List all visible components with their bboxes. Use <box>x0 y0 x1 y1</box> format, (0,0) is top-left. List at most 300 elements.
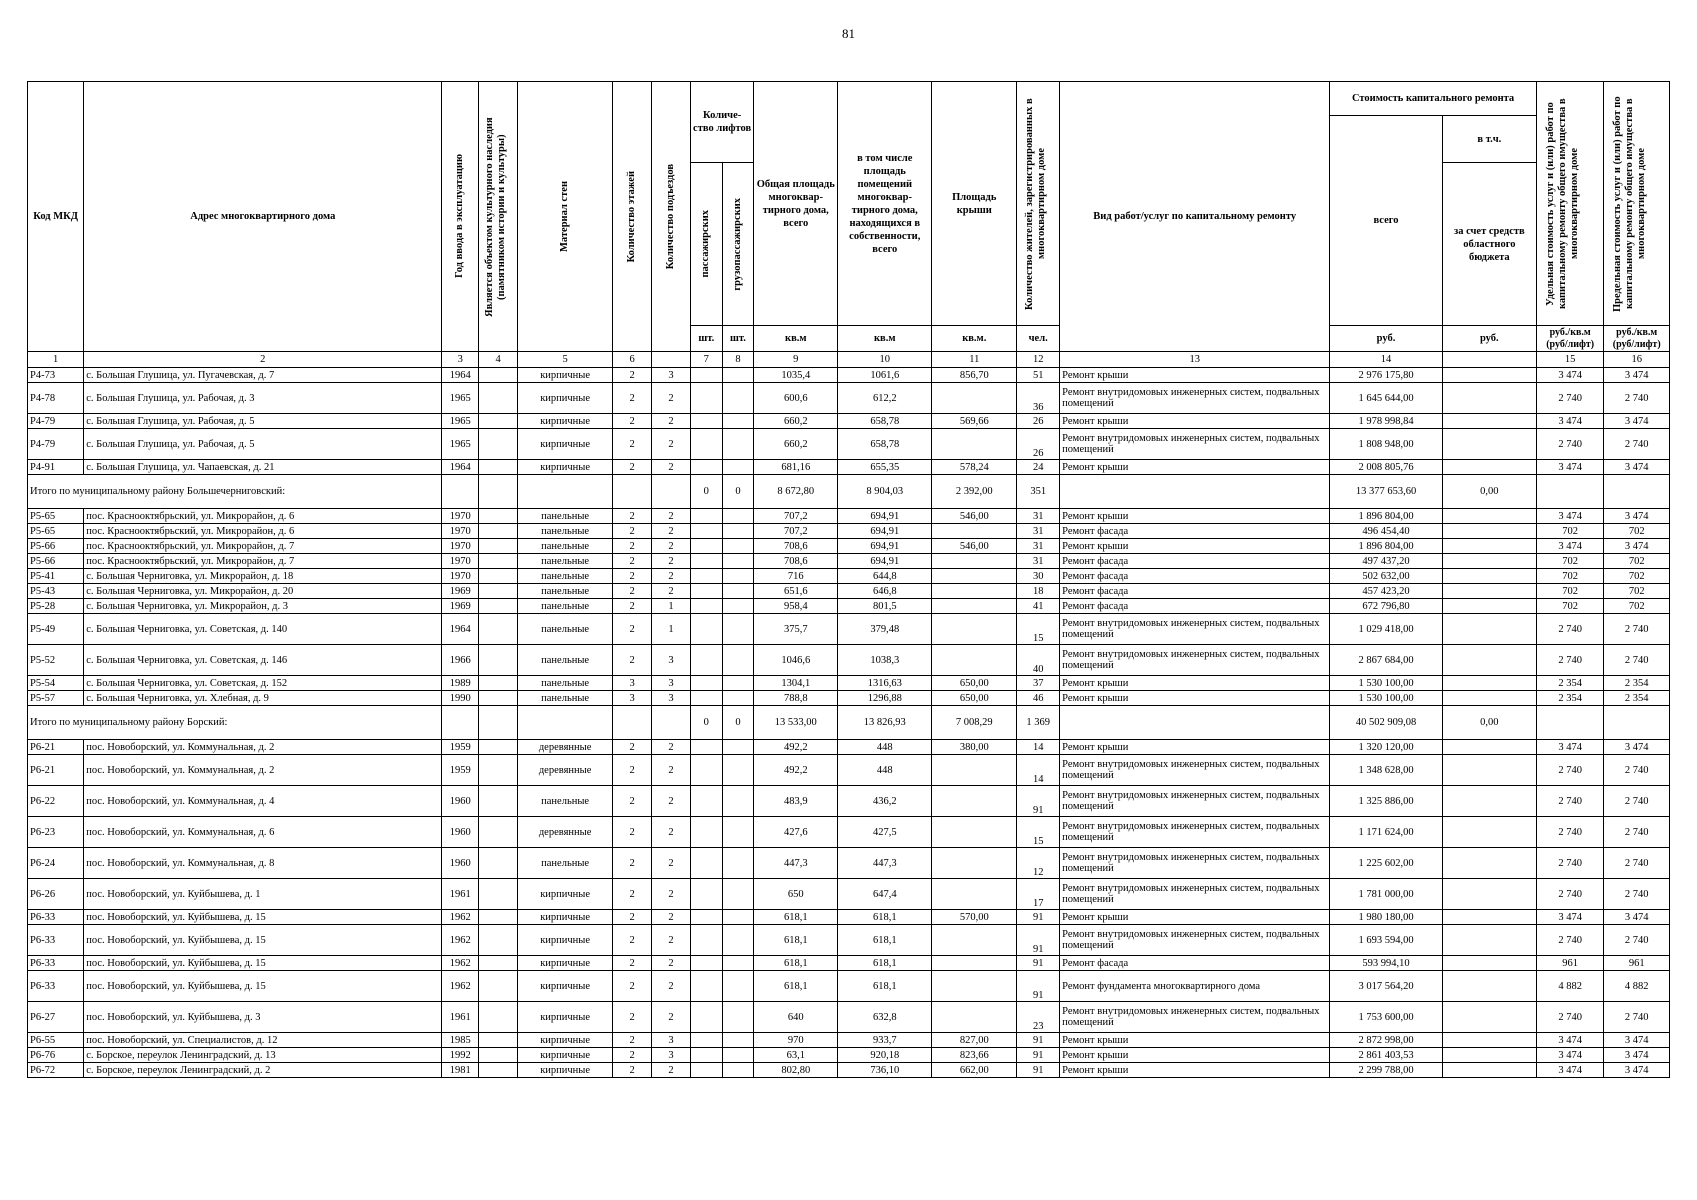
residents-cell: 91 <box>1017 910 1060 925</box>
lifts-pass-cell <box>690 786 722 817</box>
table-row <box>28 368 1670 383</box>
lifts-cargo-cell <box>722 786 754 817</box>
area-cell: 651,6 <box>754 584 838 599</box>
column-number: 5 <box>518 352 613 368</box>
area-cell: 492,2 <box>754 755 838 786</box>
empty-cell <box>1060 706 1330 740</box>
kod-cell: Р6-33 <box>28 971 84 1002</box>
max-cost-cell: 2 354 <box>1604 691 1670 706</box>
area-cell: 618,1 <box>754 956 838 971</box>
lifts-pass-cell <box>690 1048 722 1063</box>
residents-cell: 17 <box>1017 879 1060 910</box>
cost-cell: 593 994,10 <box>1330 956 1443 971</box>
lifts-pass-cell <box>690 1002 722 1033</box>
area-cell: 650 <box>754 879 838 910</box>
lifts-cargo-cell <box>722 1063 754 1078</box>
header-roof: Площадь крыши <box>932 82 1017 326</box>
work-cell: Ремонт внутридомовых инженерных систем, подвальных помещений <box>1060 925 1330 956</box>
roof-cell <box>932 1002 1017 1033</box>
empty-cell <box>1604 475 1670 509</box>
heritage-cell <box>479 879 518 910</box>
address-cell: с. Большая Черниговка, ул. Микрорайон, д. 18 <box>84 569 442 584</box>
lifts-cargo-cell <box>722 539 754 554</box>
lifts-pass-cell <box>690 539 722 554</box>
heritage-cell <box>479 956 518 971</box>
total-residents: 1 369 <box>1017 706 1060 740</box>
table-row <box>28 879 1670 910</box>
walls-cell: панельные <box>518 554 613 569</box>
table-row <box>28 569 1670 584</box>
cost-cell: 502 632,00 <box>1330 569 1443 584</box>
unit-cost-cell: 2 740 <box>1536 786 1604 817</box>
work-cell: Ремонт крыши <box>1060 414 1330 429</box>
header-area-total: Общая площадь многоквар-тирного дома, всего <box>754 82 838 326</box>
year-cell: 1964 <box>442 368 479 383</box>
address-cell: с. Большая Глушица, ул. Рабочая, д. 5 <box>84 429 442 460</box>
lifts-pass-cell <box>690 910 722 925</box>
entrances-cell: 2 <box>652 1063 691 1078</box>
year-cell: 1964 <box>442 460 479 475</box>
column-number <box>652 352 691 368</box>
table-row <box>28 817 1670 848</box>
year-cell: 1964 <box>442 614 479 645</box>
owned-area-cell: 436,2 <box>838 786 932 817</box>
column-number: 7 <box>690 352 722 368</box>
empty-cell <box>1604 706 1670 740</box>
entrances-cell: 1 <box>652 599 691 614</box>
unit-rub-kvm: руб./кв.м (руб/лифт) <box>1604 326 1670 352</box>
lifts-cargo-cell <box>722 925 754 956</box>
column-number: 10 <box>838 352 932 368</box>
kod-cell: Р4-73 <box>28 368 84 383</box>
unit-cost-cell: 3 474 <box>1536 1048 1604 1063</box>
year-cell: 1992 <box>442 1048 479 1063</box>
address-cell: с. Большая Глушица, ул. Пугачевская, д. 7 <box>84 368 442 383</box>
address-cell: с. Большая Глушица, ул. Рабочая, д. 5 <box>84 414 442 429</box>
column-number: 16 <box>1604 352 1670 368</box>
area-cell: 618,1 <box>754 925 838 956</box>
header-address: Адрес многоквартирного дома <box>84 82 442 352</box>
year-cell: 1981 <box>442 1063 479 1078</box>
roof-cell <box>932 786 1017 817</box>
roof-cell <box>932 554 1017 569</box>
unit-cost-cell: 3 474 <box>1536 509 1604 524</box>
regional-cell <box>1442 848 1536 879</box>
floors-cell: 3 <box>613 691 652 706</box>
floors-cell: 2 <box>613 539 652 554</box>
heritage-cell <box>479 817 518 848</box>
roof-cell <box>932 971 1017 1002</box>
floors-cell: 2 <box>613 971 652 1002</box>
total-lifts-pass: 0 <box>690 475 722 509</box>
roof-cell <box>932 429 1017 460</box>
column-number: 13 <box>1060 352 1330 368</box>
work-cell: Ремонт крыши <box>1060 676 1330 691</box>
walls-cell: кирпичные <box>518 1048 613 1063</box>
table-row <box>28 1048 1670 1063</box>
year-cell: 1985 <box>442 1033 479 1048</box>
cost-cell: 1 325 886,00 <box>1330 786 1443 817</box>
heritage-cell <box>479 509 518 524</box>
cost-cell: 1 753 600,00 <box>1330 1002 1443 1033</box>
owned-area-cell: 647,4 <box>838 879 932 910</box>
walls-cell: кирпичные <box>518 1002 613 1033</box>
heritage-cell <box>479 755 518 786</box>
header-floors: Количество этажей <box>613 82 652 352</box>
kod-cell: Р5-65 <box>28 509 84 524</box>
lifts-pass-cell <box>690 971 722 1002</box>
residents-cell: 23 <box>1017 1002 1060 1033</box>
max-cost-cell: 2 740 <box>1604 614 1670 645</box>
entrances-cell: 2 <box>652 554 691 569</box>
lifts-pass-cell <box>690 817 722 848</box>
cost-cell: 1 645 644,00 <box>1330 383 1443 414</box>
area-cell: 447,3 <box>754 848 838 879</box>
owned-area-cell: 1061,6 <box>838 368 932 383</box>
work-cell: Ремонт фасада <box>1060 569 1330 584</box>
work-cell: Ремонт крыши <box>1060 1033 1330 1048</box>
max-cost-cell: 3 474 <box>1604 910 1670 925</box>
heritage-cell <box>479 1063 518 1078</box>
walls-cell: кирпичные <box>518 971 613 1002</box>
max-cost-cell: 2 740 <box>1604 645 1670 676</box>
regional-cell <box>1442 509 1536 524</box>
residents-cell: 18 <box>1017 584 1060 599</box>
address-cell: пос. Новоборский, ул. Куйбышева, д. 15 <box>84 910 442 925</box>
heritage-cell <box>479 740 518 755</box>
address-cell: с. Большая Черниговка, ул. Микрорайон, д. 20 <box>84 584 442 599</box>
walls-cell: панельные <box>518 599 613 614</box>
owned-area-cell: 920,18 <box>838 1048 932 1063</box>
walls-cell: панельные <box>518 524 613 539</box>
walls-cell: панельные <box>518 676 613 691</box>
lifts-cargo-cell <box>722 645 754 676</box>
area-cell: 716 <box>754 569 838 584</box>
residents-cell: 14 <box>1017 755 1060 786</box>
year-cell: 1970 <box>442 509 479 524</box>
residents-cell: 46 <box>1017 691 1060 706</box>
cost-cell: 2 861 403,53 <box>1330 1048 1443 1063</box>
lifts-pass-cell <box>690 509 722 524</box>
walls-cell: кирпичные <box>518 1063 613 1078</box>
work-cell: Ремонт крыши <box>1060 691 1330 706</box>
kod-cell: Р6-76 <box>28 1048 84 1063</box>
work-cell: Ремонт фасада <box>1060 956 1330 971</box>
heritage-cell <box>479 645 518 676</box>
kod-cell: Р5-65 <box>28 524 84 539</box>
owned-area-cell: 379,48 <box>838 614 932 645</box>
regional-cell <box>1442 879 1536 910</box>
kod-cell: Р6-24 <box>28 848 84 879</box>
kod-cell: Р5-57 <box>28 691 84 706</box>
year-cell: 1965 <box>442 383 479 414</box>
year-cell: 1970 <box>442 569 479 584</box>
unit-cost-cell: 4 882 <box>1536 971 1604 1002</box>
address-cell: с. Большая Черниговка, ул. Микрорайон, д. 3 <box>84 599 442 614</box>
unit-rub: руб. <box>1442 326 1536 352</box>
heritage-cell <box>479 584 518 599</box>
unit-cost-cell: 3 474 <box>1536 414 1604 429</box>
walls-cell: кирпичные <box>518 383 613 414</box>
lifts-pass-cell <box>690 925 722 956</box>
walls-cell: кирпичные <box>518 414 613 429</box>
max-cost-cell: 702 <box>1604 554 1670 569</box>
unit-cost-cell: 3 474 <box>1536 460 1604 475</box>
year-cell: 1970 <box>442 524 479 539</box>
total-title: Итого по муниципальному району Большечерниговский: <box>28 475 442 509</box>
heritage-cell <box>479 599 518 614</box>
residents-cell: 51 <box>1017 368 1060 383</box>
lifts-cargo-cell <box>722 879 754 910</box>
cost-cell: 1 530 100,00 <box>1330 676 1443 691</box>
year-cell: 1962 <box>442 910 479 925</box>
max-cost-cell: 3 474 <box>1604 509 1670 524</box>
owned-area-cell: 646,8 <box>838 584 932 599</box>
header-cost-total: всего <box>1330 116 1443 326</box>
lifts-pass-cell <box>690 460 722 475</box>
max-cost-cell: 3 474 <box>1604 414 1670 429</box>
unit-cost-cell: 2 740 <box>1536 848 1604 879</box>
table-row <box>28 1063 1670 1078</box>
heritage-cell <box>479 368 518 383</box>
cost-cell: 1 320 120,00 <box>1330 740 1443 755</box>
roof-cell <box>932 383 1017 414</box>
heritage-cell <box>479 691 518 706</box>
max-cost-cell: 702 <box>1604 569 1670 584</box>
district-total-row <box>28 706 1670 740</box>
address-cell: пос. Краснооктябрьский, ул. Микрорайон, д. 6 <box>84 509 442 524</box>
max-cost-cell: 2 740 <box>1604 755 1670 786</box>
table-row <box>28 584 1670 599</box>
floors-cell: 2 <box>613 368 652 383</box>
walls-cell: кирпичные <box>518 460 613 475</box>
residents-cell: 12 <box>1017 848 1060 879</box>
regional-cell <box>1442 925 1536 956</box>
header-year: Год ввода в эксплуатацию <box>442 82 479 352</box>
max-cost-cell: 2 354 <box>1604 676 1670 691</box>
max-cost-cell: 2 740 <box>1604 383 1670 414</box>
area-cell: 375,7 <box>754 614 838 645</box>
table-row <box>28 429 1670 460</box>
table-row <box>28 645 1670 676</box>
heritage-cell <box>479 925 518 956</box>
year-cell: 1961 <box>442 1002 479 1033</box>
header-cost: Стоимость капитального ремонта <box>1330 82 1537 116</box>
empty-cell <box>613 706 652 740</box>
empty-cell <box>613 475 652 509</box>
address-cell: с. Большая Черниговка, ул. Советская, д. 146 <box>84 645 442 676</box>
year-cell: 1970 <box>442 554 479 569</box>
table-row <box>28 925 1670 956</box>
roof-cell: 650,00 <box>932 676 1017 691</box>
address-cell: пос. Новоборский, ул. Коммунальная, д. 4 <box>84 786 442 817</box>
unit-rub: руб. <box>1330 326 1443 352</box>
roof-cell <box>932 645 1017 676</box>
heritage-cell <box>479 910 518 925</box>
table-header <box>28 82 1670 352</box>
regional-cell <box>1442 740 1536 755</box>
owned-area-cell: 427,5 <box>838 817 932 848</box>
year-cell: 1960 <box>442 848 479 879</box>
entrances-cell: 2 <box>652 539 691 554</box>
total-cost: 40 502 909,08 <box>1330 706 1443 740</box>
cost-cell: 1 896 804,00 <box>1330 539 1443 554</box>
floors-cell: 2 <box>613 910 652 925</box>
area-cell: 681,16 <box>754 460 838 475</box>
unit-cost-cell: 2 740 <box>1536 817 1604 848</box>
area-cell: 958,4 <box>754 599 838 614</box>
regional-cell <box>1442 910 1536 925</box>
empty-cell <box>1536 475 1604 509</box>
table-row <box>28 614 1670 645</box>
total-lifts-cargo: 0 <box>722 706 754 740</box>
regional-cell <box>1442 971 1536 1002</box>
owned-area-cell: 658,78 <box>838 414 932 429</box>
walls-cell: панельные <box>518 584 613 599</box>
entrances-cell: 2 <box>652 383 691 414</box>
lifts-cargo-cell <box>722 509 754 524</box>
kod-cell: Р5-52 <box>28 645 84 676</box>
table-body <box>28 352 1670 1078</box>
area-cell: 1046,6 <box>754 645 838 676</box>
area-cell: 63,1 <box>754 1048 838 1063</box>
entrances-cell: 2 <box>652 1002 691 1033</box>
kod-cell: Р6-22 <box>28 786 84 817</box>
lifts-pass-cell <box>690 879 722 910</box>
table-row <box>28 740 1670 755</box>
roof-cell <box>932 817 1017 848</box>
work-cell: Ремонт фундамента многоквартирного дома <box>1060 971 1330 1002</box>
year-cell: 1962 <box>442 925 479 956</box>
total-owned-area: 8 904,03 <box>838 475 932 509</box>
table-row <box>28 971 1670 1002</box>
work-cell: Ремонт крыши <box>1060 1048 1330 1063</box>
entrances-cell: 3 <box>652 645 691 676</box>
max-cost-cell: 2 740 <box>1604 879 1670 910</box>
year-cell: 1969 <box>442 599 479 614</box>
cost-cell: 457 423,20 <box>1330 584 1443 599</box>
walls-cell: кирпичные <box>518 879 613 910</box>
owned-area-cell: 736,10 <box>838 1063 932 1078</box>
work-cell: Ремонт внутридомовых инженерных систем, подвальных помещений <box>1060 383 1330 414</box>
cost-cell: 1 171 624,00 <box>1330 817 1443 848</box>
lifts-pass-cell <box>690 599 722 614</box>
column-number: 2 <box>84 352 442 368</box>
header-heritage: Является объектом культурного наследия (памятником истории и культуры) <box>479 82 518 352</box>
cost-cell: 2 867 684,00 <box>1330 645 1443 676</box>
floors-cell: 2 <box>613 429 652 460</box>
address-cell: с. Большая Черниговка, ул. Советская, д. 152 <box>84 676 442 691</box>
empty-cell <box>652 706 691 740</box>
year-cell: 1962 <box>442 971 479 1002</box>
unit-cost-cell: 3 474 <box>1536 539 1604 554</box>
unit-cost-cell: 702 <box>1536 599 1604 614</box>
work-cell: Ремонт внутридомовых инженерных систем, подвальных помещений <box>1060 645 1330 676</box>
column-number: 9 <box>754 352 838 368</box>
floors-cell: 2 <box>613 1002 652 1033</box>
floors-cell: 2 <box>613 1063 652 1078</box>
kod-cell: Р5-43 <box>28 584 84 599</box>
cost-cell: 497 437,20 <box>1330 554 1443 569</box>
residents-cell: 91 <box>1017 925 1060 956</box>
kod-cell: Р6-33 <box>28 956 84 971</box>
work-cell: Ремонт внутридомовых инженерных систем, подвальных помещений <box>1060 755 1330 786</box>
owned-area-cell: 694,91 <box>838 524 932 539</box>
work-cell: Ремонт фасада <box>1060 554 1330 569</box>
lifts-cargo-cell <box>722 971 754 1002</box>
roof-cell <box>932 584 1017 599</box>
cost-cell: 1 781 000,00 <box>1330 879 1443 910</box>
regional-cell <box>1442 755 1536 786</box>
unit-cost-cell: 2 740 <box>1536 645 1604 676</box>
unit-cost-cell: 961 <box>1536 956 1604 971</box>
heritage-cell <box>479 786 518 817</box>
walls-cell: панельные <box>518 691 613 706</box>
page-number: 81 <box>842 26 855 41</box>
regional-cell <box>1442 1002 1536 1033</box>
header-entrances: Количество подъездов <box>652 82 691 352</box>
floors-cell: 2 <box>613 1033 652 1048</box>
entrances-cell: 2 <box>652 817 691 848</box>
max-cost-cell: 3 474 <box>1604 1033 1670 1048</box>
lifts-cargo-cell <box>722 524 754 539</box>
walls-cell: кирпичные <box>518 429 613 460</box>
heritage-cell <box>479 848 518 879</box>
table-row <box>28 524 1670 539</box>
cost-cell: 1 978 998,84 <box>1330 414 1443 429</box>
unit-cost-cell: 2 740 <box>1536 383 1604 414</box>
address-cell: пос. Краснооктябрьский, ул. Микрорайон, д. 7 <box>84 539 442 554</box>
cost-cell: 1 530 100,00 <box>1330 691 1443 706</box>
entrances-cell: 3 <box>652 691 691 706</box>
column-number <box>1442 352 1536 368</box>
address-cell: с. Борское, переулок Ленинградский, д. 13 <box>84 1048 442 1063</box>
owned-area-cell: 618,1 <box>838 971 932 1002</box>
column-number: 1 <box>28 352 84 368</box>
regional-cell <box>1442 569 1536 584</box>
lifts-cargo-cell <box>722 599 754 614</box>
max-cost-cell: 2 740 <box>1604 817 1670 848</box>
empty-cell <box>652 475 691 509</box>
empty-cell <box>479 706 518 740</box>
owned-area-cell: 618,1 <box>838 910 932 925</box>
residents-cell: 24 <box>1017 460 1060 475</box>
repair-table <box>27 81 1670 1078</box>
area-cell: 708,6 <box>754 539 838 554</box>
unit-cost-cell: 2 740 <box>1536 755 1604 786</box>
lifts-cargo-cell <box>722 1048 754 1063</box>
lifts-cargo-cell <box>722 755 754 786</box>
owned-area-cell: 694,91 <box>838 554 932 569</box>
table-row <box>28 956 1670 971</box>
regional-cell <box>1442 539 1536 554</box>
total-owned-area: 13 826,93 <box>838 706 932 740</box>
walls-cell: панельные <box>518 848 613 879</box>
floors-cell: 2 <box>613 414 652 429</box>
cost-cell: 1 693 594,00 <box>1330 925 1443 956</box>
address-cell: пос. Новоборский, ул. Куйбышева, д. 3 <box>84 1002 442 1033</box>
regional-cell <box>1442 786 1536 817</box>
lifts-pass-cell <box>690 383 722 414</box>
max-cost-cell: 2 740 <box>1604 429 1670 460</box>
header-unit-cost: Удельная стоимость услуг и (или) работ по капитальному ремонту общего имущества в многоквартирном доме <box>1536 82 1604 326</box>
owned-area-cell: 644,8 <box>838 569 932 584</box>
unit-rub-kvm: руб./кв.м (руб/лифт) <box>1536 326 1604 352</box>
unit-cost-cell: 2 740 <box>1536 429 1604 460</box>
walls-cell: панельные <box>518 509 613 524</box>
floors-cell: 2 <box>613 460 652 475</box>
roof-cell: 578,24 <box>932 460 1017 475</box>
